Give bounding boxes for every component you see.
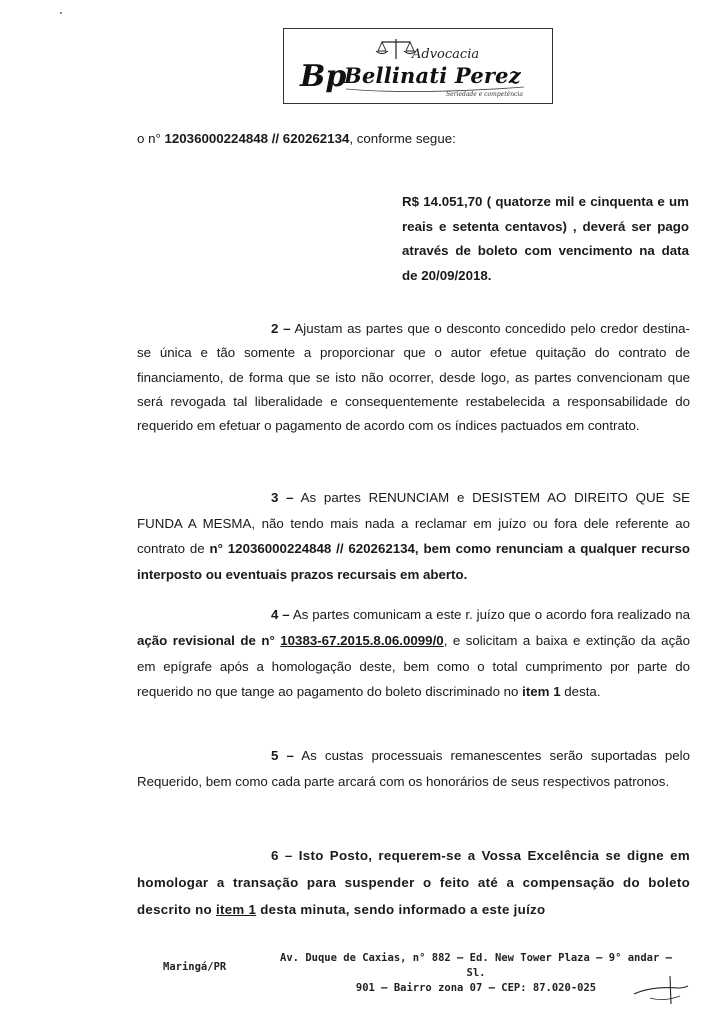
clause-5-text: As custas processuais remanescentes serão suportadas pelo Requerido, bem como cada parte arcará com os honorários de seus respectivos patronos.	[137, 748, 690, 789]
payment-block: R$ 14.051,70 ( quatorze mil e cinquenta e um reais e setenta centavos) , deverá ser pago através de boleto com vencimento na data de 20/09/2018.	[402, 194, 689, 283]
footer-city: Maringá/PR	[163, 961, 227, 973]
clause-2	[137, 317, 690, 438]
clause-4-action: ação revisional de n°	[137, 632, 275, 648]
clause-3	[137, 485, 690, 587]
contract-number: 12036000224848 // 620262134	[164, 131, 350, 146]
signature-mark	[630, 968, 690, 1008]
clause-5	[137, 743, 690, 794]
letterhead-logo	[283, 28, 553, 104]
clause-6: 6 – Isto Posto, requerem-se a Vossa Excelência se digne em homologar a transação para suspender o feito até a compensação do boleto descrito no item 1 desta minuta, sendo informado a este juízo	[137, 848, 690, 917]
clause-3-text: As partes RENUNCIAM e DESISTEM AO DIREITO QUE SE FUNDA A MESMA, não tendo mais nada a reclamar em juízo ou fora dele referente ao contrato de	[137, 490, 690, 556]
clause-6-item-ref: item 1	[215, 902, 257, 917]
clause-4-number: 4 –	[271, 607, 290, 622]
footer-address	[276, 951, 676, 996]
clause-2-number: 2 –	[271, 321, 291, 336]
logo-firm-name: Bellinati Perez	[344, 63, 521, 88]
clause-3-number: 3 –	[271, 490, 294, 505]
clause-5-number: 5 –	[271, 748, 294, 763]
logo-advocacia-text: Advocacia	[412, 47, 480, 62]
clause-6-text: 6 – Isto Posto, requerem-se a Vossa Excelência se digne em homologar a transação para suspender o feito até a compensação do boleto descrito no	[137, 848, 690, 917]
logo-tagline: Seriedade e competência	[446, 91, 523, 98]
footer-address-line-2: 901 – Bairro zona 07 – CEP: 87.020-025	[355, 982, 597, 994]
clause-2-text: Ajustam as partes que o desconto concedido pelo credor destina-se única e tão somente a proporcionar que o autor efetue quitação do contrato de financiamento, de forma que se isto não ocorrer, desde logo, as partes convencionam que será revogada tal liberalidade e consequentemente restabelecida a responsabilidade do requerido em efetuar o pagamento de acordo com os índices pactuados em contrato.	[137, 321, 690, 434]
clause-4-item-ref: item 1	[522, 684, 561, 700]
process-number: 10383-67.2015.8.06.0099/0	[280, 632, 444, 648]
footer-address-line-1: Av. Duque de Caxias, n° 882 – Ed. New Tower Plaza – 9° andar – Sl.	[280, 952, 672, 979]
intro-line: o n° 12036000224848 // 620262134, conforme segue:	[137, 131, 456, 146]
logo-monogram: Bp	[300, 59, 347, 94]
scan-speck	[60, 12, 62, 14]
clause-4: 4 – As partes comunicam a este r. juízo que o acordo fora realizado na ação revisional de n° 10383-67.2015.8.06.0099/0, e solicitam a baixa e extinção da ação em epígrafe após a homologação deste, bem como o total cumprimento por parte do requerido no que tange ao pagamento do boleto discriminado no item 1 desta.	[137, 607, 691, 700]
clause-3-bold-text: n° 12036000224848 // 620262134, bem como renunciam a qualquer recurso interposto ou eventuais prazos recursais em aberto.	[137, 541, 690, 582]
